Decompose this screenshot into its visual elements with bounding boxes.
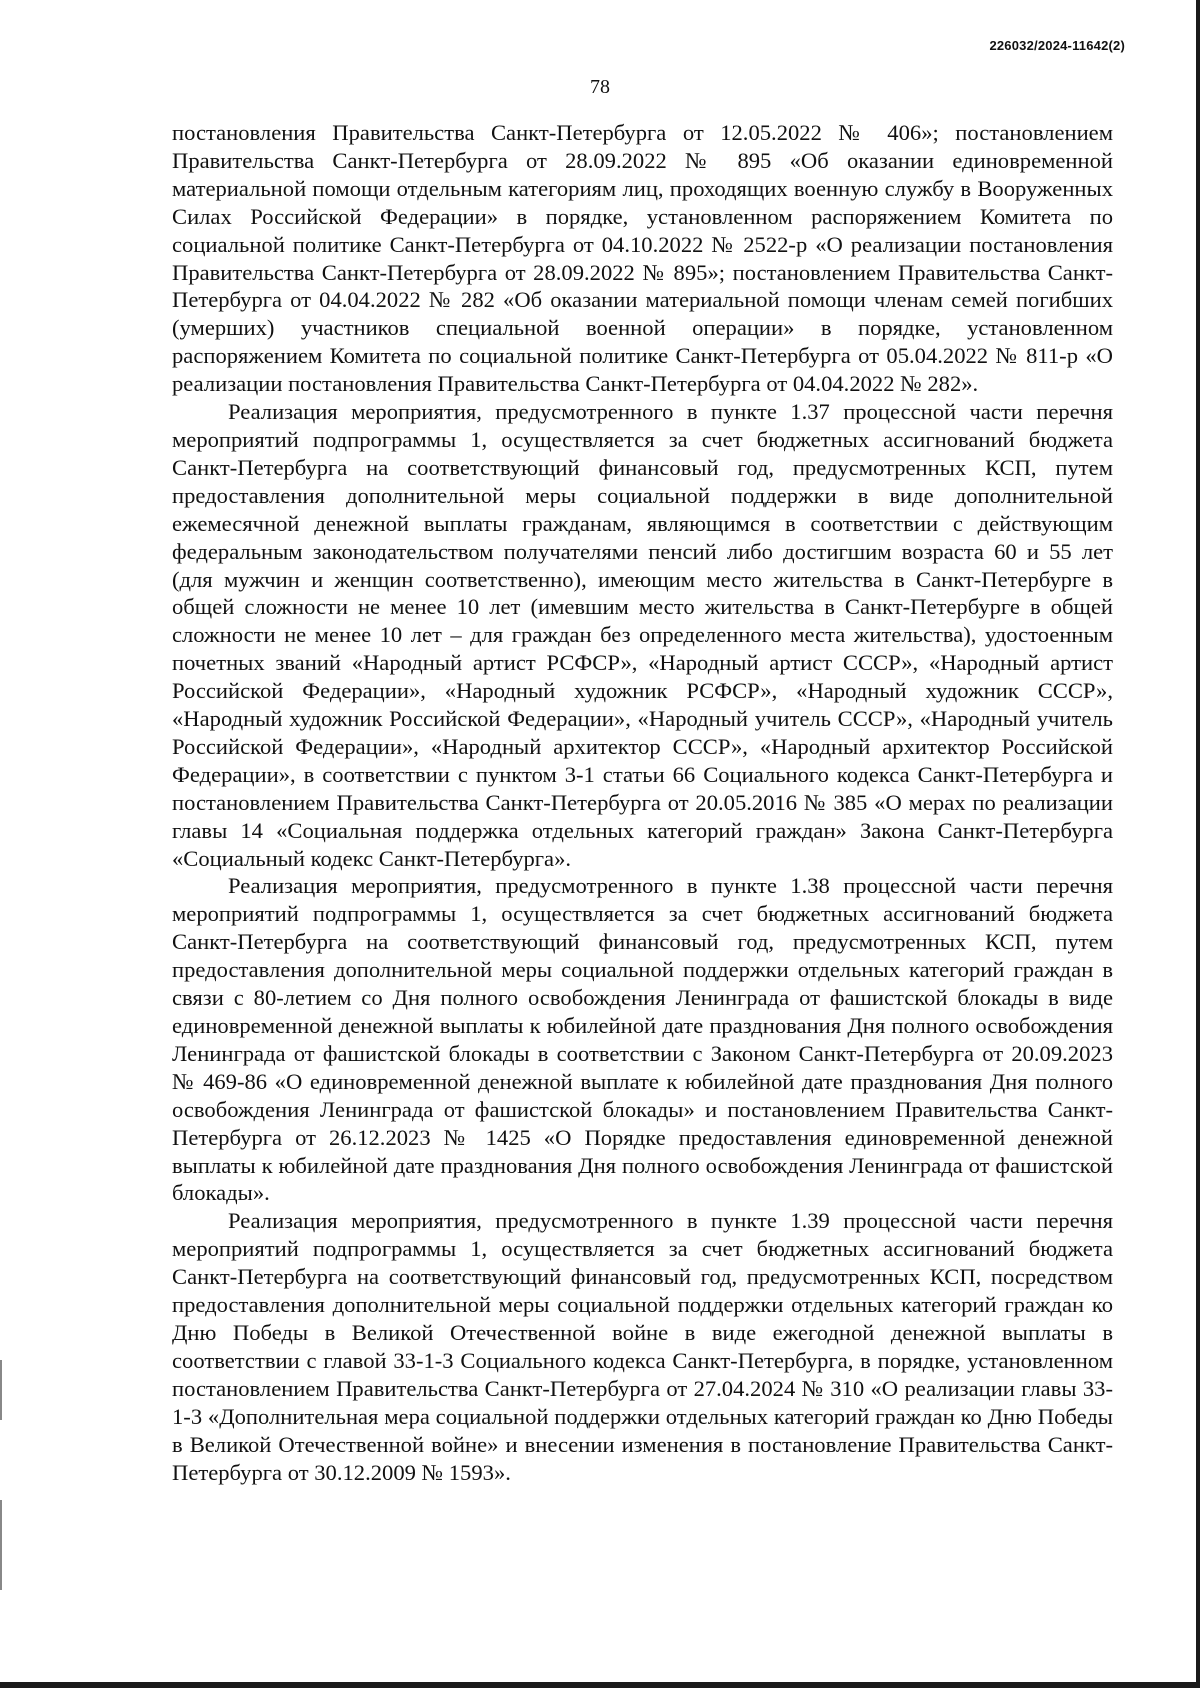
scan-edge-right bbox=[1196, 0, 1200, 1688]
paragraph-item-1-39: Реализация мероприятия, предусмотренного в пункте 1.39 процессной части перечня мероприятий подпрограммы 1, осуществляется за счет бюджетных ассигнований бюджета Санкт-Петербурга на соответствующий финансовый год, предусмотренных КСП, посредством предоставления дополнительной меры социальной поддержки отдельных категорий граждан ко Дню Победы в Великой Отечественной войне в виде ежегодной денежной выплаты в соответствии с главой 33-1-3 Социального кодекса Санкт-Петербурга, в порядке, установленном постановлением Правительства Санкт-Петербурга от 27.04.2024 № 310 «О реализации главы 33-1-3 «Дополнительная мера социальной поддержки отдельных категорий граждан ко Дню Победы в Великой Отечественной войне» и внесении изменения в постановление Правительства Санкт-Петербурга от 30.12.2009 № 1593». bbox=[172, 1208, 1113, 1485]
page-number: 78 bbox=[590, 76, 610, 98]
document-reference-number: 226032/2024-11642(2) bbox=[989, 38, 1125, 53]
scan-fold-mark bbox=[0, 1500, 2, 1590]
paragraph-item-1-37: Реализация мероприятия, предусмотренного в пункте 1.37 процессной части перечня мероприятий подпрограммы 1, осуществляется за счет бюджетных ассигнований бюджета Санкт-Петербурга на соответствующий финансовый год, предусмотренных КСП, путем предоставления дополнительной меры социальной поддержки в виде дополнительной ежемесячной денежной выплаты гражданам, являющимся в соответствии с действующим федеральным законодательством получателями пенсий либо достигшим возраста 60 и 55 лет (для мужчин и женщин соответственно), имеющим место жительства в Санкт-Петербурге в общей сложности не менее 10 лет (имевшим место жительства в Санкт-Петербурге в общей сложности не менее 10 лет – для граждан без определенного места жительства), удостоенным почетных званий «Народный артист РСФСР», «Народный артист СССР», «Народный артист Российской Федерации», «Народный художник РСФСР», «Народный художник СССР», «Народный художник Российской Федерации», «Народный учитель СССР», «Народный учитель Российской Федерации», «Народный архитектор СССР», «Народный архитектор Российской Федерации», в соответствии с пунктом 3-1 статьи 66 Социального кодекса Санкт-Петербурга и постановлением Правительства Санкт-Петербурга от 20.05.2016 № 385 «О мерах по реализации главы 14 «Социальная поддержка отдельных категорий граждан» Закона Санкт-Петербурга «Социальный кодекс Санкт-Петербурга». bbox=[172, 399, 1113, 871]
scan-fold-mark bbox=[0, 1360, 2, 1420]
document-body bbox=[172, 119, 1113, 1486]
scan-edge-bottom bbox=[0, 1682, 1200, 1688]
paragraph-item-1-38: Реализация мероприятия, предусмотренного в пункте 1.38 процессной части перечня мероприятий подпрограммы 1, осуществляется за счет бюджетных ассигнований бюджета Санкт-Петербурга на соответствующий финансовый год, предусмотренных КСП, путем предоставления дополнительной меры социальной поддержки отдельных категорий граждан в связи с 80-летием со Дня полного освобождения Ленинграда от фашистской блокады в виде единовременной денежной выплаты к юбилейной дате празднования Дня полного освобождения Ленинграда от фашистской блокады в соответствии с Законом Санкт-Петербурга от 20.09.2023 № 469-86 «О единовременной денежной выплате к юбилейной дате празднования Дня полного освобождения Ленинграда от фашистской блокады» и постановлением Правительства Санкт-Петербурга от 26.12.2023 № 1425 «О Порядке предоставления единовременной денежной выплаты к юбилейной дате празднования Дня полного освобождения Ленинграда от фашистской блокады». bbox=[172, 873, 1113, 1206]
paragraph-continuation: постановления Правительства Санкт-Петербурга от 12.05.2022 № 406»; постановлением Правительства Санкт-Петербурга от 28.09.2022 № 895 «Об оказании единовременной материальной помощи отдельным категориям лиц, проходящих военную службу в Вооруженных Силах Российской Федерации» в порядке, установленном распоряжением Комитета по социальной политике Санкт-Петербурга от 04.10.2022 № 2522-р «О реализации постановления Правительства Санкт-Петербурга от 28.09.2022 № 895»; постановлением Правительства Санкт-Петербурга от 04.04.2022 № 282 «Об оказании материальной помощи членам семей погибших (умерших) участников специальной военной операции» в порядке, установленном распоряжением Комитета по социальной политике Санкт-Петербурга от 05.04.2022 № 811-р «О реализации постановления Правительства Санкт-Петербурга от 04.04.2022 № 282». bbox=[172, 120, 1113, 397]
